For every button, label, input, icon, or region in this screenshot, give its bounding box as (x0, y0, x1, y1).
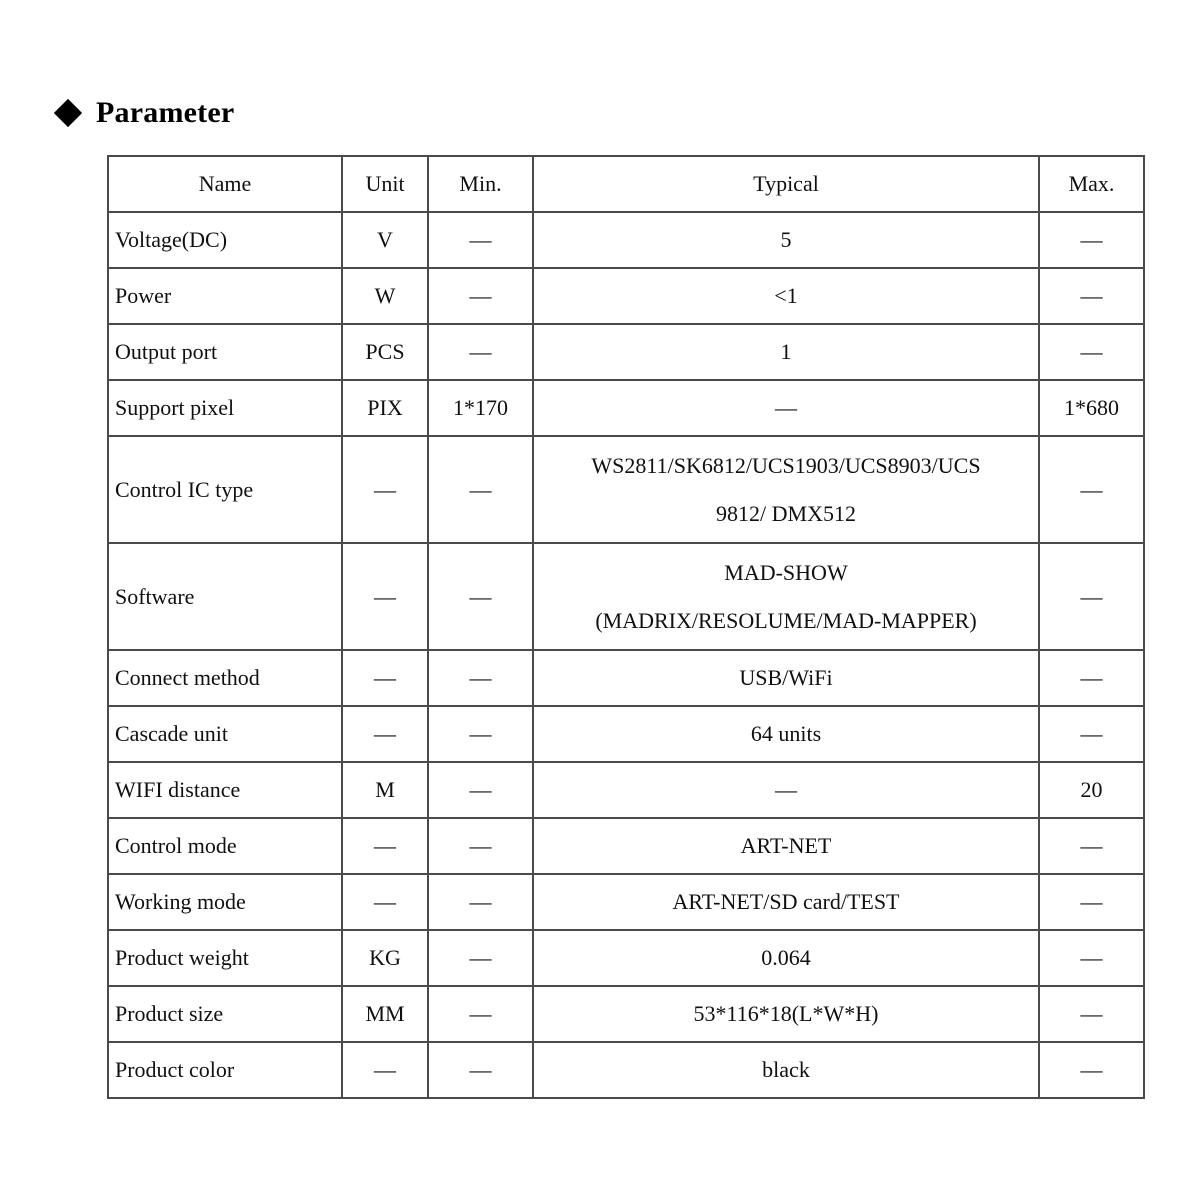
cell-typical: 53*116*18(L*W*H) (533, 986, 1039, 1042)
section-heading (58, 98, 234, 128)
cell-min: — (428, 818, 533, 874)
cell-min: 1*170 (428, 380, 533, 436)
cell-typical-multiline (540, 558, 1032, 634)
cell-unit: — (342, 874, 428, 930)
table-body (108, 212, 1144, 1098)
diamond-bullet-icon (54, 99, 82, 127)
table-row (108, 436, 1144, 543)
table-header-row (108, 156, 1144, 212)
cell-typical: 1 (533, 324, 1039, 380)
cell-min: — (428, 762, 533, 818)
table-row (108, 650, 1144, 706)
cell-unit: — (342, 706, 428, 762)
cell-name: Control mode (108, 818, 342, 874)
cell-unit: — (342, 543, 428, 650)
table-row (108, 818, 1144, 874)
cell-name: Connect method (108, 650, 342, 706)
cell-min: — (428, 986, 533, 1042)
cell-name: Product color (108, 1042, 342, 1098)
cell-typical: 64 units (533, 706, 1039, 762)
cell-typical: <1 (533, 268, 1039, 324)
cell-typical-line-2: 9812/ DMX512 (716, 500, 856, 526)
cell-typical: 0.064 (533, 930, 1039, 986)
cell-name: Software (108, 543, 342, 650)
cell-max: — (1039, 268, 1144, 324)
cell-max: 1*680 (1039, 380, 1144, 436)
cell-max: — (1039, 324, 1144, 380)
page-title: Parameter (96, 96, 235, 129)
cell-name: Voltage(DC) (108, 212, 342, 268)
cell-typical-multiline (540, 451, 1032, 527)
cell-typical-line-1: MAD-SHOW (724, 560, 848, 586)
column-header-unit: Unit (342, 156, 428, 212)
cell-min: — (428, 650, 533, 706)
cell-max: — (1039, 706, 1144, 762)
cell-max: 20 (1039, 762, 1144, 818)
cell-unit: W (342, 268, 428, 324)
table-row (108, 986, 1144, 1042)
cell-typical: 5 (533, 212, 1039, 268)
cell-max: — (1039, 212, 1144, 268)
table-row (108, 930, 1144, 986)
cell-unit: — (342, 1042, 428, 1098)
cell-typical-line-1: WS2811/SK6812/UCS1903/UCS8903/UCS (591, 453, 981, 479)
table-row (108, 324, 1144, 380)
cell-name: Product size (108, 986, 342, 1042)
table-row (108, 874, 1144, 930)
cell-min: — (428, 874, 533, 930)
cell-max: — (1039, 543, 1144, 650)
cell-name: Working mode (108, 874, 342, 930)
cell-min: — (428, 212, 533, 268)
cell-unit: — (342, 818, 428, 874)
cell-unit: — (342, 650, 428, 706)
table-row (108, 380, 1144, 436)
cell-unit: KG (342, 930, 428, 986)
cell-typical-line-2: (MADRIX/RESOLUME/MAD-MAPPER) (595, 607, 977, 633)
table-head (108, 156, 1144, 212)
table-row (108, 706, 1144, 762)
table-row (108, 762, 1144, 818)
cell-typical: ART-NET (533, 818, 1039, 874)
cell-typical: — (533, 762, 1039, 818)
cell-typical: — (533, 380, 1039, 436)
cell-name: Support pixel (108, 380, 342, 436)
cell-max: — (1039, 818, 1144, 874)
column-header-max: Max. (1039, 156, 1144, 212)
cell-typical: black (533, 1042, 1039, 1098)
cell-name: Output port (108, 324, 342, 380)
cell-min: — (428, 1042, 533, 1098)
cell-min: — (428, 706, 533, 762)
column-header-typical: Typical (533, 156, 1039, 212)
cell-typical: ART-NET/SD card/TEST (533, 874, 1039, 930)
cell-typical (533, 436, 1039, 543)
cell-max: — (1039, 930, 1144, 986)
cell-unit: — (342, 436, 428, 543)
table-row (108, 543, 1144, 650)
parameter-table-container (107, 155, 1143, 1099)
cell-max: — (1039, 650, 1144, 706)
cell-unit: MM (342, 986, 428, 1042)
table-row (108, 268, 1144, 324)
cell-name: Cascade unit (108, 706, 342, 762)
cell-min: — (428, 268, 533, 324)
cell-max: — (1039, 436, 1144, 543)
table-row (108, 212, 1144, 268)
parameter-table (107, 155, 1145, 1099)
cell-max: — (1039, 1042, 1144, 1098)
cell-max: — (1039, 874, 1144, 930)
cell-typical (533, 543, 1039, 650)
cell-typical: USB/WiFi (533, 650, 1039, 706)
cell-unit: V (342, 212, 428, 268)
cell-min: — (428, 324, 533, 380)
cell-unit: PCS (342, 324, 428, 380)
cell-unit: PIX (342, 380, 428, 436)
cell-min: — (428, 436, 533, 543)
column-header-name: Name (108, 156, 342, 212)
column-header-min: Min. (428, 156, 533, 212)
cell-min: — (428, 543, 533, 650)
cell-name: Product weight (108, 930, 342, 986)
table-row (108, 1042, 1144, 1098)
cell-name: Power (108, 268, 342, 324)
cell-name: WIFI distance (108, 762, 342, 818)
cell-name: Control IC type (108, 436, 342, 543)
cell-max: — (1039, 986, 1144, 1042)
cell-min: — (428, 930, 533, 986)
cell-unit: M (342, 762, 428, 818)
